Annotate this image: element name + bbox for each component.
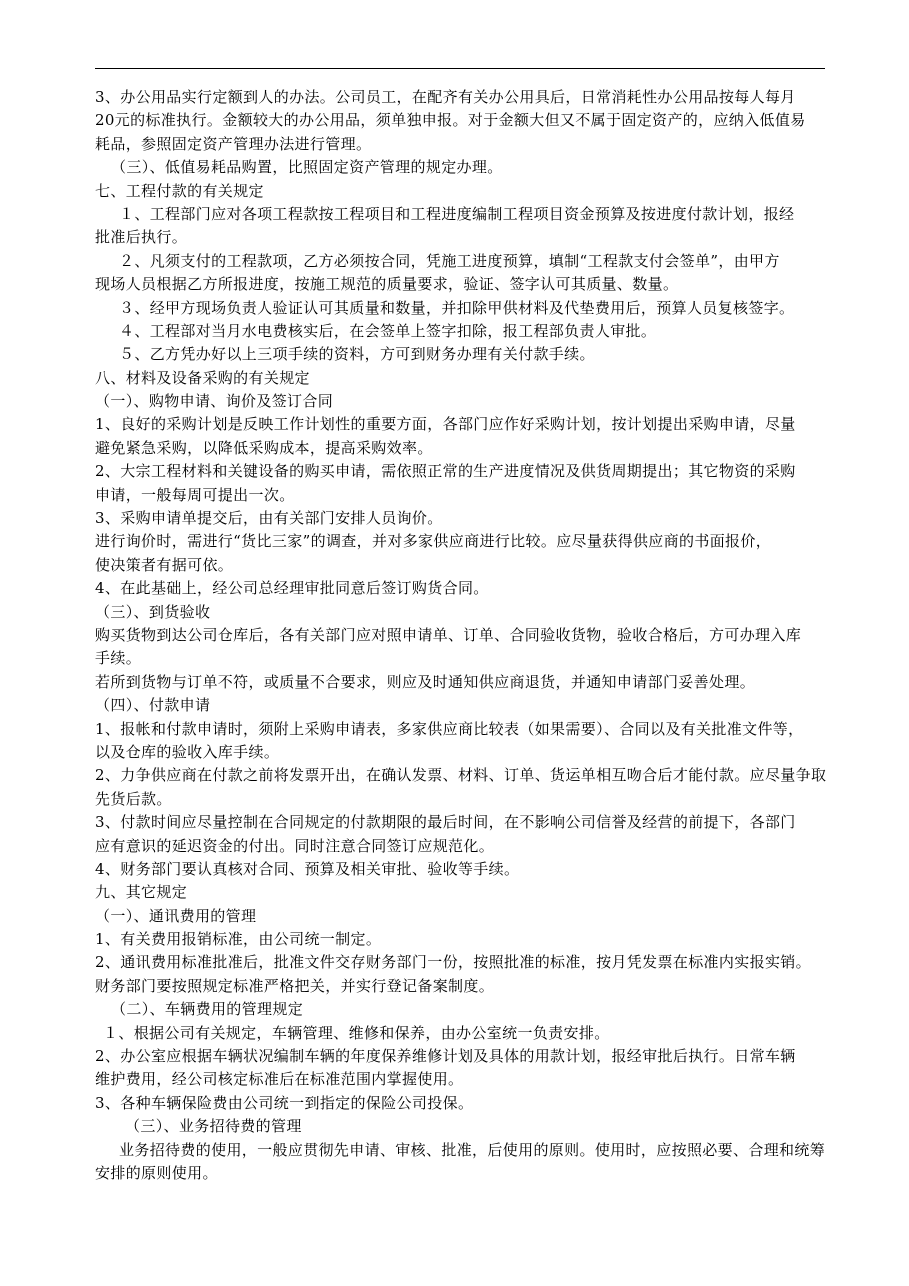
text-line: 1、良好的采购计划是反映工作计划性的重要方面，各部门应作好采购计划，按计划提出采购申请，尽量 [95,415,796,434]
text-line: 以及仓库的验收入库手续。 [95,742,280,761]
text-line: 2、办公室应根据车辆状况编制车辆的年度保养维修计划及具体的用款计划，报经审批后执行。日常车辆 [95,1047,796,1066]
text-line: １、工程部门应对各项工程款按工程项目和工程进度编制工程项目资金预算及按进度付款计划，报经 [119,204,795,223]
text-line: 手续。 [95,649,142,668]
text-line: 耗品，参照固定资产管理办法进行管理。 [95,134,372,153]
text-line: 3、采购申请单提交后，由有关部门安排人员询价。 [95,509,443,528]
text-line: 批准后执行。 [95,228,188,247]
subsection-heading: （三）、到货验收 [95,602,211,621]
text-line: 进行询价时，需进行“货比三家”的调查，并对多家供应商进行比较。应尽量获得供应商的书面报价， [95,532,772,551]
text-line: 1、报帐和付款申请时，须附上采购申请表，多家供应商比较表（如果需要）、合同以及有关批准文件等， [95,719,804,738]
text-line: 3、办公用品实行定额到人的办法。公司员工，在配齐有关办公用具后，日常消耗性办公用品按每人每月 [95,88,796,106]
section-heading: 九、其它规定 [95,883,188,902]
text-line: 避免紧急采购，以降低采购成本，提高采购效率。 [95,438,433,457]
header-rule [95,68,825,69]
text-line: 2、通讯费用标准批准后，批准文件交存财务部门一份，按照批准的标准，按月凭发票在标准内实报实销。 [95,953,811,972]
text-line: 1、有关费用报销标准，由公司统一制定。 [95,930,382,949]
text-line: ４、工程部对当月水电费核实后，在会签单上签字扣除，报工程部负责人审批。 [119,321,657,340]
text-line: ３、经甲方现场负责人验证认可其质量和数量，并扣除甲供材料及代垫费用后，预算人员复核签字。 [119,298,795,317]
text-line: 应有意识的延迟资金的付出。同时注意合同签订应规范化。 [95,836,495,855]
text-line: 业务招待费的使用，一般应贯彻先申请、审核、批准，后使用的原则。使用时，应按照必要、合理和统筹 [119,1140,826,1159]
text-line: 4、财务部门要认真核对合同、预算及相关审批、验收等手续。 [95,859,520,878]
text-line: １、根据公司有关规定，车辆管理、维修和保养，由办公室统一负责安排。 [103,1023,610,1042]
text-line: 现场人员根据乙方所报进度，按施工规范的质量要求，验证、签字认可其质量、数量。 [95,275,679,294]
text-line: 4、在此基础上，经公司总经理审批同意后签订购货合同。 [95,579,489,598]
text-line: 申请，一般每周可提出一次。 [95,485,295,504]
text-line: 3、各种车辆保险费由公司统一到指定的保险公司投保。 [95,1093,474,1112]
text-line: 财务部门要按照规定标准严格把关，并实行登记备案制度。 [95,976,495,995]
text-line: 2、力争供应商在付款之前将发票开出，在确认发票、材料、订单、货运单相互吻合后才能付款。应尽量争取 [95,766,827,785]
text-line: 20元的标准执行。金额较大的办公用品，须单独申报。对于金额大但又不属于固定资产的，应纳入低值易 [95,111,806,130]
section-heading: 七、工程付款的有关规定 [95,181,264,200]
section-heading: 八、材料及设备采购的有关规定 [95,368,310,387]
text-line: 维护费用，经公司核定标准后在标准范围内掌握使用。 [95,1070,464,1089]
subsection-heading: （一）、通讯费用的管理 [95,906,257,925]
subsection-heading: （一）、购物申请、询价及签订合同 [95,392,334,411]
text-line: ２、凡须支付的工程款项，乙方必须按合同，凭施工进度预算，填制“工程款支付会签单”，由甲方 [119,251,780,270]
text-line: ５、乙方凭办好以上三项手续的资料，方可到财务办理有关付款手续。 [119,345,595,364]
subsection-heading: （三）、业务招待费的管理 [125,1117,302,1136]
document-body [95,86,835,1185]
subsection-heading: （四）、付款申请 [95,696,211,715]
text-line: 若所到货物与订单不符，或质量不合要求，则应及时通知供应商退货，并通知申请部门妥善处理。 [95,672,756,691]
text-line: 使决策者有据可依。 [95,555,234,574]
text-line: 2、大宗工程材料和关键设备的购买申请，需依照正常的生产进度情况及供货周期提出；其它物资的采购 [95,462,796,481]
text-line: 先货后款。 [95,789,172,808]
text-line: 3、付款时间应尽量控制在合同规定的付款期限的最后时间，在不影响公司信誉及经营的前提下，各部门 [95,813,796,832]
subsection-heading: （三）、低值易耗品购置，比照固定资产管理的规定办理。 [111,158,503,177]
text-line: 安排的原则使用。 [95,1163,218,1182]
text-line: 购买货物到达公司仓库后，各有关部门应对照申请单、订单、合同验收货物，验收合格后，方可办理入库 [95,625,802,644]
subsection-heading: （二）、车辆费用的管理规定 [111,1000,304,1019]
